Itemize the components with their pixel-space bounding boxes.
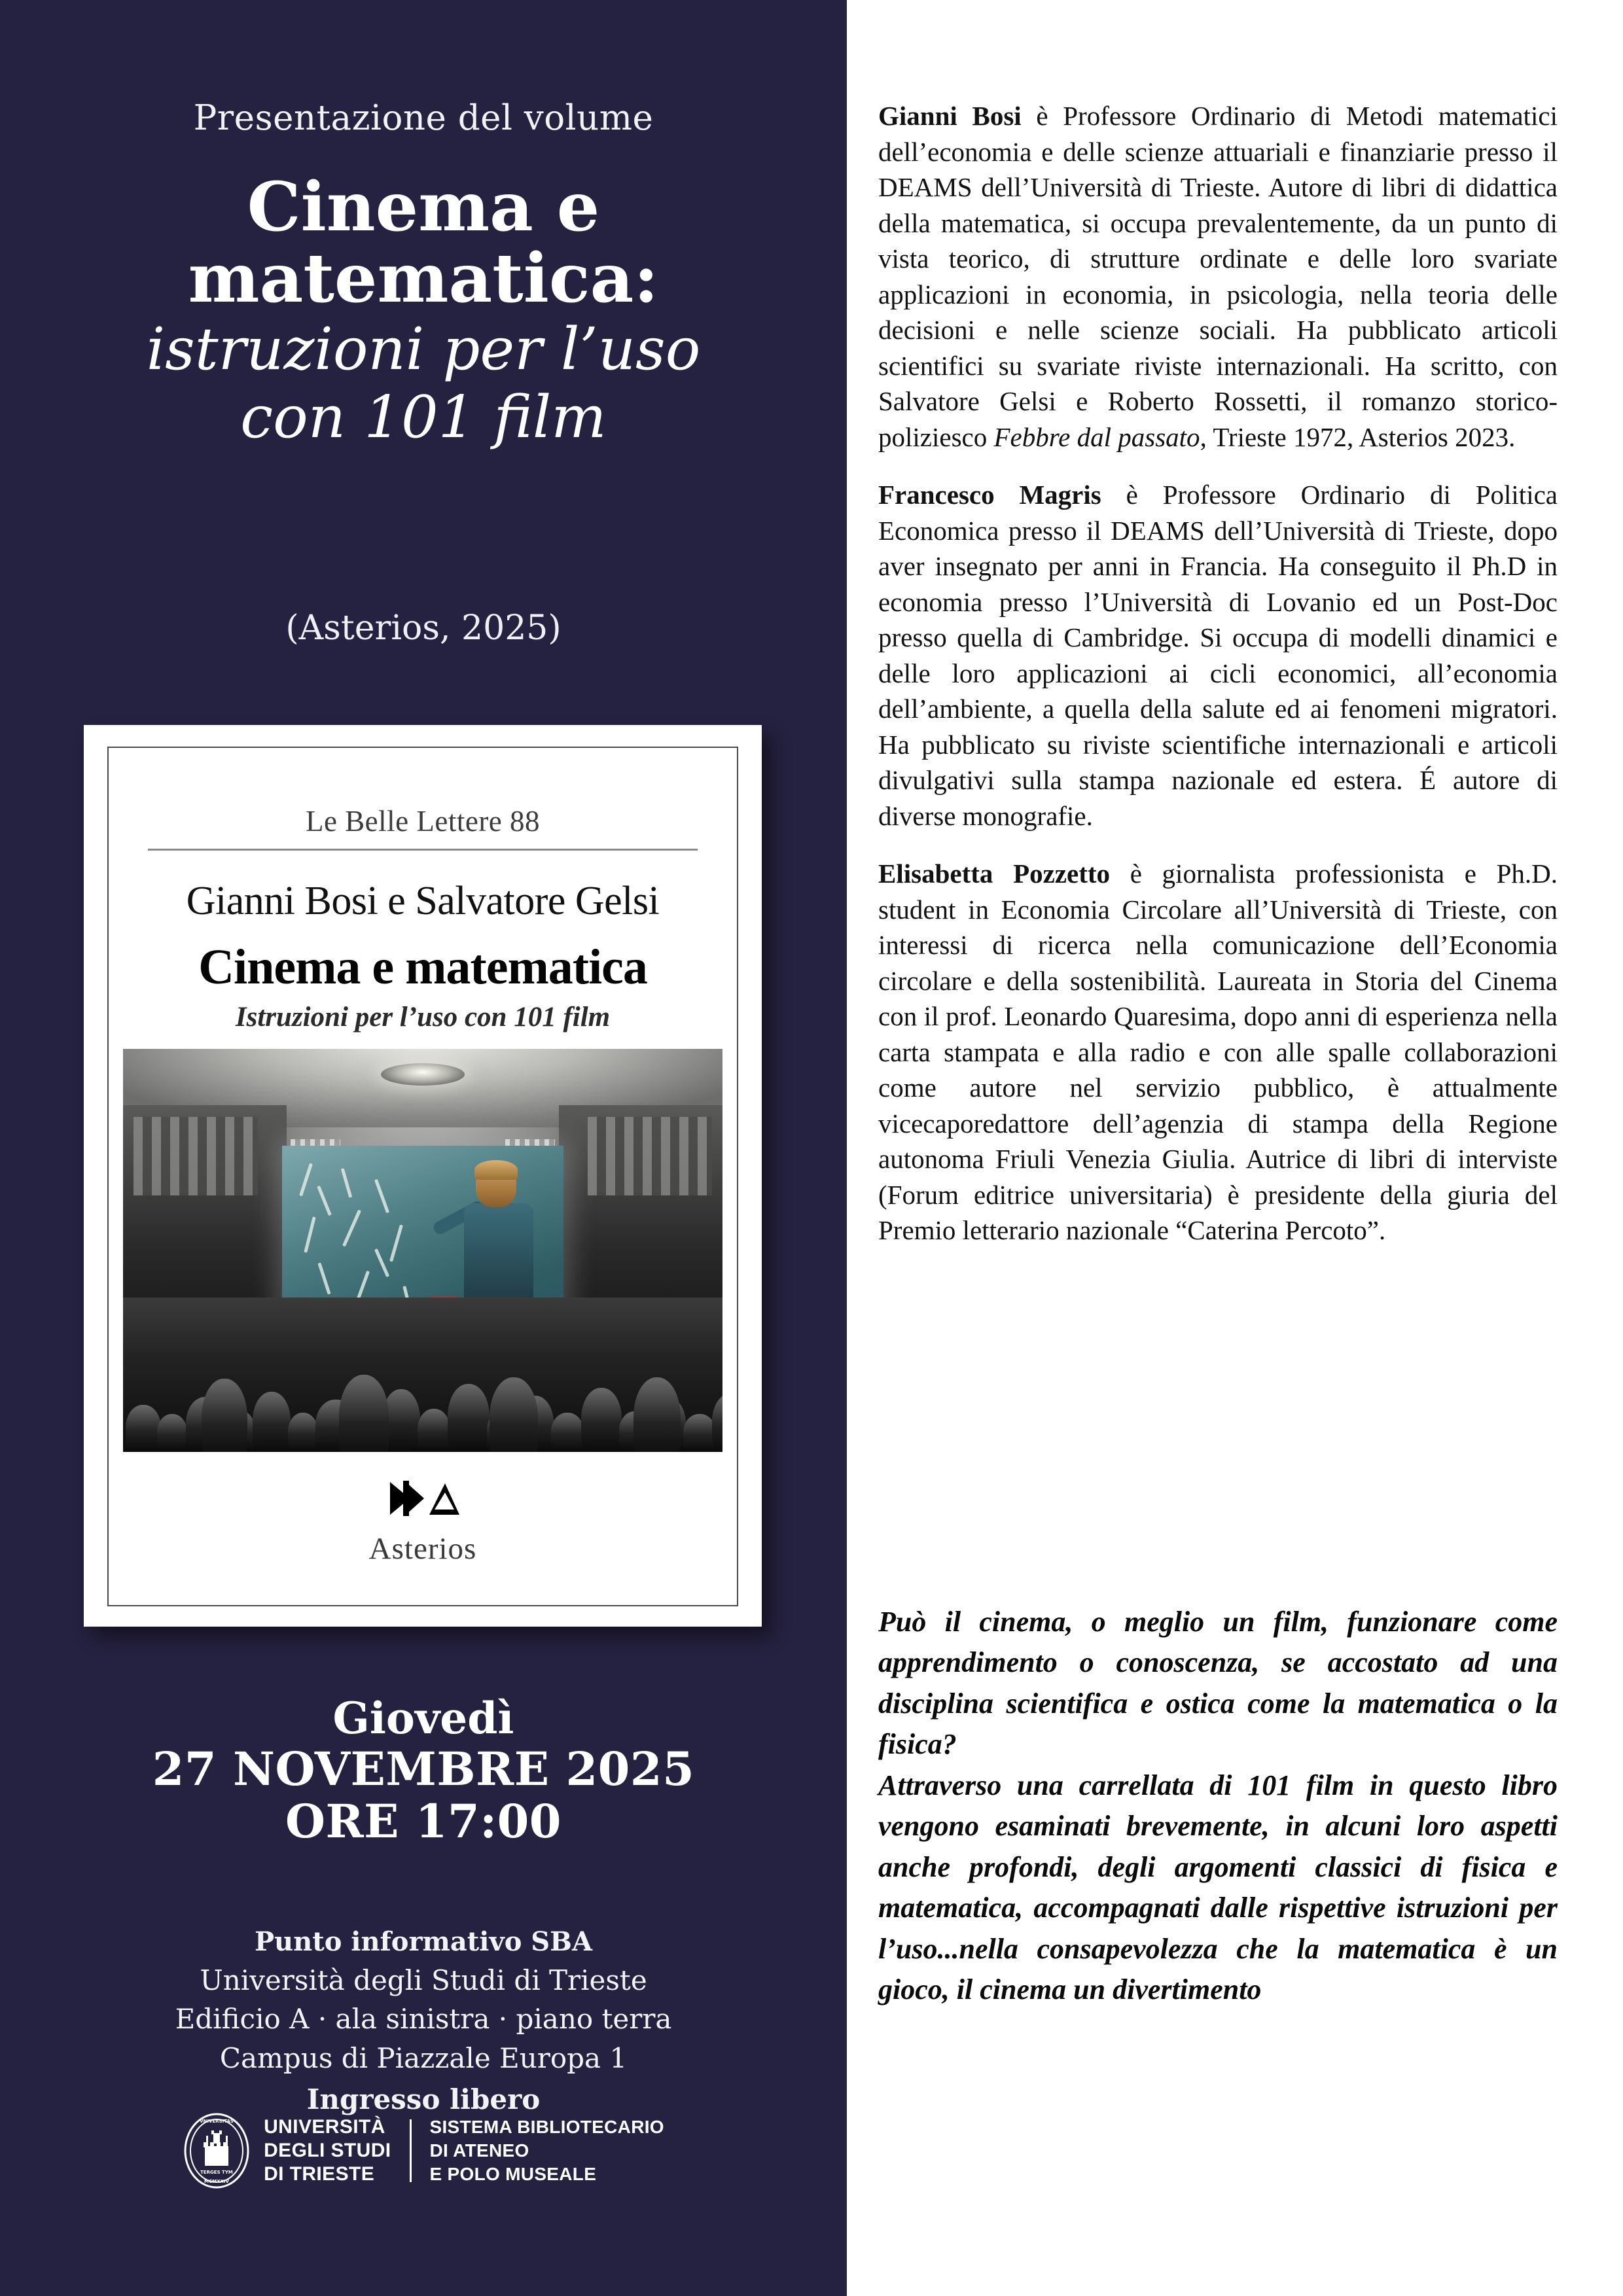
book-cover-inner-frame [107, 747, 738, 1606]
kicker-text: Presentazione del volume [193, 98, 654, 138]
right-content-panel [847, 0, 1623, 2296]
asterios-logo-block [109, 1478, 737, 1566]
university-name-line-3: DI TRIESTE [264, 2163, 375, 2185]
university-name [264, 2115, 391, 2186]
student-hair [474, 1160, 518, 1180]
cover-divider-rule [148, 849, 698, 851]
university-name-line-2: DEGLI STUDI [264, 2140, 391, 2161]
library-system-name [430, 2115, 664, 2185]
cinema-auditorium-photo [123, 1049, 722, 1452]
venue-line-1: Università degli Studi di Trieste [200, 1964, 647, 1996]
bio-name: Elisabetta Pozzetto [878, 858, 1111, 889]
chandelier-icon [381, 1063, 465, 1086]
venue-line-2: Edificio A · ala sinistra · piano terra [175, 2003, 672, 2036]
bio-elisabetta-pozzetto [878, 856, 1558, 1248]
title-line-2: matematica: [188, 239, 659, 319]
library-system-line-2: DI ATENEO [429, 2140, 529, 2161]
bio-text-before: è Professore Ordinario di Politica Economica presso il DEAMS dell’Università di Trieste, dopo aver insegnato per anni in Francia. Ha conseguito il Ph.D in economia presso l’Università di Lovanio ed un Post-Doc presso quella di Cambridge. Si occupa di modelli dinamici e delle loro applicazioni ai cicli economici, all’economia dell’ambiente, a quella della salute ed ai fenomeni migratori. Ha pubblicato su riviste scientifiche internazionali e articoli divulgativi sulla stampa nazionale ed estera. É autore di diverse monografie. [878, 480, 1558, 831]
blurb-paragraph-2: Attraverso una carrellata di 101 film in questo libro vengono esaminati brevemente, in alcuni loro aspetti anche profondi, degli argomenti classici di fisica e matematica, accompagnati dalle rispettive istruzioni per l’uso...nella consapevolezza che la matematica è un gioco, il cinema un divertimento [878, 1769, 1558, 2006]
bio-italic-title: Febbre dal passato [993, 421, 1200, 452]
cover-subtitle: Istruzioni per l’uso con 101 film [235, 1002, 611, 1033]
asterios-logo-mark [386, 1478, 459, 1519]
publisher-year: (Asterios, 2025) [285, 609, 562, 648]
bio-text-before: è Professore Ordinario di Metodi matematici dell’economia e delle scienze attuariali e finanziarie presso il DEAMS dell’Università di Trieste. Autore di libri di didattica della matematica, si occupa prevalentemente, da un punto di vista teorico, di strutture ordinate e delle loro svariate applicazioni in economia, in psicologia, nella teoria delle decisioni e nelle scienze sociali. Ha pubblicato articoli scientifici su svariate riviste internazionali. Ha scritto, con Salvatore Gelsi e Roberto Rossetti, il romanzo storico-poliziesco [878, 101, 1558, 452]
book-blurb [878, 1602, 1558, 2011]
free-entry-label: Ingresso libero [306, 2083, 541, 2115]
title-line-1: Cinema e [247, 168, 600, 247]
svg-text:TERGES TYM: TERGES TYM [200, 2170, 233, 2175]
event-day: Giovedì [332, 1693, 514, 1744]
svg-text:VNIVERSITAS: VNIVERSITAS [200, 2119, 234, 2124]
bio-francesco-magris [878, 477, 1558, 834]
venue-title: Punto informativo SBA [254, 1926, 593, 1957]
title-italic-line-1: istruzioni per l’uso [146, 315, 701, 383]
library-system-line-1: SISTEMA BIBLIOTECARIO [429, 2117, 664, 2138]
logo-divider [410, 2119, 412, 2182]
svg-text:MCMXXIV: MCMXXIV [204, 2179, 230, 2184]
cover-series-label: Le Belle Lettere 88 [305, 805, 541, 838]
library-system-line-3: E POLO MUSEALE [429, 2163, 597, 2184]
page-title [39, 168, 808, 451]
cover-authors: Gianni Bosi e Salvatore Gelsi [186, 879, 660, 923]
cover-title: Cinema e matematica [198, 940, 647, 995]
bio-name: Francesco Magris [878, 480, 1101, 510]
event-datetime-block [0, 1695, 847, 1848]
venue-line-3: Campus di Piazzale Europa 1 [219, 2042, 628, 2075]
bio-name: Gianni Bosi [878, 101, 1022, 131]
book-cover [84, 725, 762, 1627]
audience-silhouettes [123, 1298, 722, 1452]
event-time: ORE 17:00 [285, 1793, 562, 1848]
speaker-bios [878, 98, 1558, 1271]
right-ornament-shape [588, 1117, 712, 1195]
bio-text-after: , Trieste 1972, Asterios 2023. [1200, 421, 1516, 452]
title-italic-line-2: con 101 film [240, 383, 607, 451]
left-ornament-shape [134, 1117, 258, 1195]
university-name-line-1: UNIVERSITÀ [264, 2116, 385, 2138]
bio-text-before: è giornalista professionista e Ph.D. student in Economia Circolare all’Università di Trieste, con interessi di ricerca nella comunicazione dell’Economia circolare e della sostenibilità. Laureata in Storia del Cinema con il prof. Leonardo Quaresima, dopo anni di esperienza nella carta stampata e alla radio e con alle spalle collaborazioni come autore nel servizio pubblico, è attualmente vicecaporedattore dell’agenzia di stampa della Regione autonoma Friuli Venezia Giulia. Autrice di libri di interviste (Forum editrice universitaria) è presidente della giuria del Premio letterario nazionale “Caterina Percoto”. [878, 858, 1558, 1246]
bio-gianni-bosi [878, 98, 1558, 455]
blurb-paragraph-1: Può il cinema, o meglio un film, funzionare come apprendimento o conoscenza, se accostato ad una disciplina scientifica e ostica come la matematica o la fisica? [878, 1606, 1558, 1761]
event-date: 27 NOVEMBRE 2025 [152, 1741, 695, 1796]
cover-imprint: Asterios [368, 1532, 477, 1566]
venue-block [0, 1924, 847, 2119]
university-seal-icon [183, 2112, 251, 2189]
university-logo-lockup [0, 2112, 847, 2189]
